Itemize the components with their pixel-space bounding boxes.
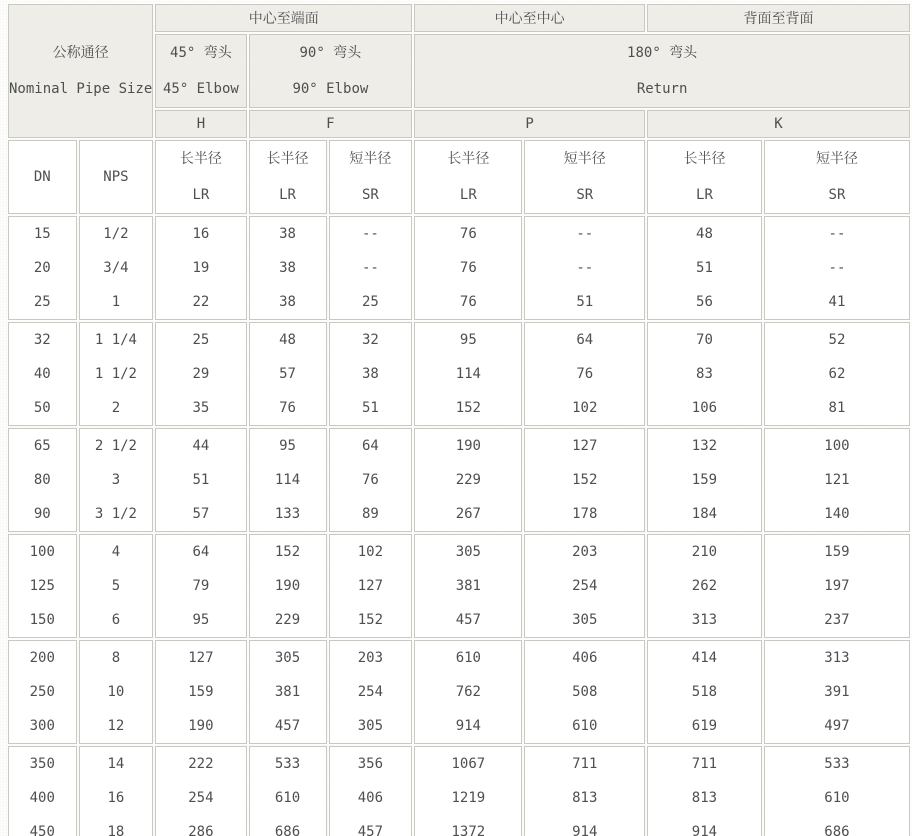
value: 686 (274, 824, 301, 836)
value: 356 (357, 756, 384, 772)
elbow-45-en: 45° Elbow (162, 81, 239, 97)
nominal-pipe-size-zh: 公称通径 (52, 45, 109, 61)
data-cell (8, 216, 77, 320)
size-group-row-3 (8, 534, 910, 638)
value: -- (361, 226, 379, 242)
data-cell (155, 216, 246, 320)
value: 125 (29, 578, 55, 594)
long-radius-zh: 长半径 (179, 151, 222, 167)
value: 457 (357, 824, 384, 836)
data-cell (329, 534, 413, 638)
value: 686 (824, 824, 850, 836)
header-k-short-radius (764, 140, 910, 214)
value: 133 (274, 506, 301, 522)
data-cell (764, 322, 910, 426)
data-cell (524, 640, 645, 744)
value: 22 (192, 294, 210, 310)
data-cell (8, 640, 77, 744)
data-cell (155, 534, 246, 638)
value: 381 (455, 578, 481, 594)
header-back-to-back: 背面至背面 (647, 4, 910, 32)
value: 305 (455, 544, 481, 560)
value: 762 (455, 684, 481, 700)
value: 102 (572, 400, 598, 416)
data-cell (249, 428, 327, 532)
data-cell (414, 322, 522, 426)
value: 100 (29, 544, 55, 560)
data-cell (414, 534, 522, 638)
value: 2 (111, 400, 121, 416)
table-body (8, 216, 910, 836)
value: 95 (459, 332, 477, 348)
value: 610 (572, 718, 598, 734)
data-cell (249, 216, 327, 320)
value: 450 (29, 824, 55, 836)
value: 3/4 (103, 260, 129, 276)
value: 1 (111, 294, 121, 310)
value: 50 (33, 400, 51, 416)
value: 48 (696, 226, 713, 242)
value: 18 (107, 824, 125, 836)
value: 178 (572, 506, 598, 522)
value: 70 (696, 332, 713, 348)
value: 65 (33, 438, 51, 454)
value: 200 (29, 650, 55, 666)
data-cell (79, 322, 154, 426)
value: 51 (696, 260, 713, 276)
value: 250 (29, 684, 55, 700)
value: 25 (192, 332, 210, 348)
value: 711 (691, 756, 718, 772)
data-cell (249, 640, 327, 744)
value: 5 (111, 578, 121, 594)
value: 114 (274, 472, 301, 488)
value: 610 (824, 790, 850, 806)
value: 508 (572, 684, 598, 700)
value: 190 (188, 718, 214, 734)
value: 35 (192, 400, 210, 416)
value: 1067 (451, 756, 486, 772)
value: 15 (33, 226, 51, 242)
data-cell (79, 428, 154, 532)
value: 381 (274, 684, 301, 700)
value: 121 (824, 472, 850, 488)
value: 38 (279, 294, 296, 310)
value: 38 (279, 260, 296, 276)
value: 76 (279, 400, 296, 416)
long-radius-en: LR (279, 187, 296, 203)
header-symbol-f: F (249, 110, 413, 138)
size-group-row-4 (8, 640, 910, 744)
value: 127 (572, 438, 598, 454)
size-group-row-2 (8, 428, 910, 532)
value: 457 (274, 718, 301, 734)
value: 229 (274, 612, 301, 628)
data-cell (647, 746, 762, 836)
value: 400 (29, 790, 55, 806)
value: -- (576, 226, 594, 242)
value: 25 (33, 294, 51, 310)
value: 1372 (451, 824, 486, 836)
data-cell (249, 746, 327, 836)
value: 159 (188, 684, 214, 700)
value: 102 (357, 544, 384, 560)
data-cell (414, 428, 522, 532)
value: 267 (455, 506, 481, 522)
data-cell (329, 216, 413, 320)
value: 914 (572, 824, 598, 836)
value: 48 (279, 332, 296, 348)
value: 76 (576, 366, 594, 382)
value: 152 (274, 544, 301, 560)
value: 12 (107, 718, 125, 734)
short-radius-zh: 短半径 (815, 151, 858, 167)
value: 38 (361, 366, 379, 382)
short-radius-en: SR (576, 187, 594, 203)
value: 20 (33, 260, 51, 276)
data-cell (647, 534, 762, 638)
value: 25 (361, 294, 379, 310)
value: 64 (192, 544, 210, 560)
header-f-long-radius (249, 140, 327, 214)
data-cell (524, 216, 645, 320)
long-radius-en: LR (696, 187, 713, 203)
header-dn: DN (8, 140, 77, 214)
data-cell (524, 534, 645, 638)
value: 51 (576, 294, 594, 310)
data-cell (249, 322, 327, 426)
size-group-row-5 (8, 746, 910, 836)
value: 150 (29, 612, 55, 628)
value: 619 (691, 718, 718, 734)
value: 254 (572, 578, 598, 594)
short-radius-zh: 短半径 (349, 151, 392, 167)
long-radius-en: LR (192, 187, 210, 203)
short-radius-en: SR (361, 187, 379, 203)
value: 80 (33, 472, 51, 488)
data-cell (329, 322, 413, 426)
value: 64 (576, 332, 594, 348)
value: 190 (274, 578, 301, 594)
value: 610 (455, 650, 481, 666)
value: 62 (828, 366, 846, 382)
data-cell (647, 428, 762, 532)
value: 1 1/2 (94, 366, 137, 382)
value: 518 (691, 684, 718, 700)
value: 533 (274, 756, 301, 772)
header-row-radius-types (8, 140, 910, 214)
value: 305 (572, 612, 598, 628)
value: 711 (572, 756, 598, 772)
value: 52 (828, 332, 846, 348)
value: 3 1/2 (94, 506, 137, 522)
value: 190 (455, 438, 481, 454)
header-elbow-180 (414, 34, 910, 108)
value: 56 (696, 294, 713, 310)
value: 57 (192, 506, 210, 522)
value: 81 (828, 400, 846, 416)
size-group-row-0 (8, 216, 910, 320)
value: 132 (691, 438, 718, 454)
data-cell (79, 216, 154, 320)
data-cell (79, 534, 154, 638)
value: 76 (459, 294, 477, 310)
value: 14 (107, 756, 125, 772)
value: 16 (192, 226, 210, 242)
value: 95 (192, 612, 210, 628)
data-cell (647, 640, 762, 744)
value: 254 (188, 790, 214, 806)
value: 914 (691, 824, 718, 836)
value: 813 (691, 790, 718, 806)
data-cell (8, 322, 77, 426)
data-cell (414, 746, 522, 836)
data-cell (764, 216, 910, 320)
data-cell (329, 640, 413, 744)
data-cell (155, 322, 246, 426)
header-center-to-center: 中心至中心 (414, 4, 645, 32)
elbow-90-zh: 90° 弯头 (299, 45, 362, 61)
value: 76 (361, 472, 379, 488)
value: 305 (357, 718, 384, 734)
value: 313 (824, 650, 850, 666)
value: 262 (691, 578, 718, 594)
data-cell (764, 640, 910, 744)
data-cell (155, 640, 246, 744)
data-cell (79, 746, 154, 836)
value: 29 (192, 366, 210, 382)
value: 16 (107, 790, 125, 806)
header-elbow-90 (249, 34, 413, 108)
value: 114 (455, 366, 481, 382)
data-cell (524, 428, 645, 532)
value: 152 (572, 472, 598, 488)
value: 350 (29, 756, 55, 772)
value: 40 (33, 366, 51, 382)
value: 95 (279, 438, 296, 454)
value: 229 (455, 472, 481, 488)
value: 76 (459, 226, 477, 242)
value: 406 (357, 790, 384, 806)
value: 32 (33, 332, 51, 348)
value: 152 (455, 400, 481, 416)
value: 2 1/2 (94, 438, 137, 454)
value: 203 (357, 650, 384, 666)
value: 1 1/4 (94, 332, 137, 348)
data-cell (764, 746, 910, 836)
value: -- (361, 260, 379, 276)
value: 1219 (451, 790, 486, 806)
value: 64 (361, 438, 379, 454)
data-cell (524, 746, 645, 836)
header-nps: NPS (79, 140, 154, 214)
value: 406 (572, 650, 598, 666)
data-cell (79, 640, 154, 744)
value: 197 (824, 578, 850, 594)
value: 127 (188, 650, 214, 666)
data-cell (764, 534, 910, 638)
long-radius-zh: 长半径 (683, 151, 726, 167)
value: 159 (824, 544, 850, 560)
value: 106 (691, 400, 718, 416)
value: 159 (691, 472, 718, 488)
value: 10 (107, 684, 125, 700)
value: 1/2 (103, 226, 129, 242)
short-radius-en: SR (828, 187, 846, 203)
value: 152 (357, 612, 384, 628)
value: 19 (192, 260, 210, 276)
value: 83 (696, 366, 713, 382)
data-cell (414, 216, 522, 320)
value: 44 (192, 438, 210, 454)
nominal-pipe-size-en: Nominal Pipe Size (9, 81, 153, 97)
value: 457 (455, 612, 481, 628)
data-cell (647, 216, 762, 320)
value: 38 (279, 226, 296, 242)
data-cell (647, 322, 762, 426)
data-cell (524, 322, 645, 426)
value: 533 (824, 756, 850, 772)
value: 184 (691, 506, 718, 522)
long-radius-zh: 长半径 (266, 151, 309, 167)
value: 391 (824, 684, 850, 700)
value: 3 (111, 472, 121, 488)
value: 79 (192, 578, 210, 594)
value: 127 (357, 578, 384, 594)
data-cell (155, 428, 246, 532)
header-symbol-p: P (414, 110, 645, 138)
value: -- (828, 260, 846, 276)
value: 6 (111, 612, 121, 628)
value: 8 (111, 650, 121, 666)
short-radius-zh: 短半径 (563, 151, 606, 167)
header-symbol-k: K (647, 110, 910, 138)
header-symbol-h: H (155, 110, 246, 138)
header-h-long-radius (155, 140, 246, 214)
data-cell (329, 428, 413, 532)
value: 286 (188, 824, 214, 836)
value: 300 (29, 718, 55, 734)
data-cell (764, 428, 910, 532)
header-elbow-45 (155, 34, 246, 108)
value: 32 (361, 332, 379, 348)
header-row-distance-types (8, 4, 910, 32)
value: 51 (361, 400, 379, 416)
value: 210 (691, 544, 718, 560)
value: 914 (455, 718, 481, 734)
value: 254 (357, 684, 384, 700)
value: 41 (828, 294, 846, 310)
value: 222 (188, 756, 214, 772)
value: 90 (33, 506, 51, 522)
header-center-to-end-face: 中心至端面 (155, 4, 412, 32)
value: 305 (274, 650, 301, 666)
data-cell (8, 428, 77, 532)
value: 4 (111, 544, 121, 560)
data-cell (329, 746, 413, 836)
value: 237 (824, 612, 850, 628)
header-p-short-radius (524, 140, 645, 214)
data-cell (8, 534, 77, 638)
value: 57 (279, 366, 296, 382)
value: 140 (824, 506, 850, 522)
value: 497 (824, 718, 850, 734)
elbow-90-en: 90° Elbow (292, 81, 369, 97)
data-cell (249, 534, 327, 638)
value: 89 (361, 506, 379, 522)
value: 100 (824, 438, 850, 454)
header-p-long-radius (414, 140, 522, 214)
header-f-short-radius (329, 140, 413, 214)
value: 51 (192, 472, 210, 488)
pipe-elbow-dimensions-table (6, 2, 912, 836)
elbow-45-zh: 45° 弯头 (170, 45, 232, 61)
value: -- (828, 226, 846, 242)
header-k-long-radius (647, 140, 762, 214)
value: 203 (572, 544, 598, 560)
data-cell (155, 746, 246, 836)
value: 414 (691, 650, 718, 666)
value: 813 (572, 790, 598, 806)
value: 313 (691, 612, 718, 628)
long-radius-zh: 长半径 (447, 151, 490, 167)
size-group-row-1 (8, 322, 910, 426)
value: 76 (459, 260, 477, 276)
elbow-180-en: Return (636, 81, 688, 97)
long-radius-en: LR (459, 187, 477, 203)
value: 610 (274, 790, 301, 806)
header-nominal-pipe-size (8, 4, 153, 138)
data-cell (414, 640, 522, 744)
elbow-180-zh: 180° 弯头 (627, 45, 698, 61)
value: -- (576, 260, 594, 276)
data-cell (8, 746, 77, 836)
